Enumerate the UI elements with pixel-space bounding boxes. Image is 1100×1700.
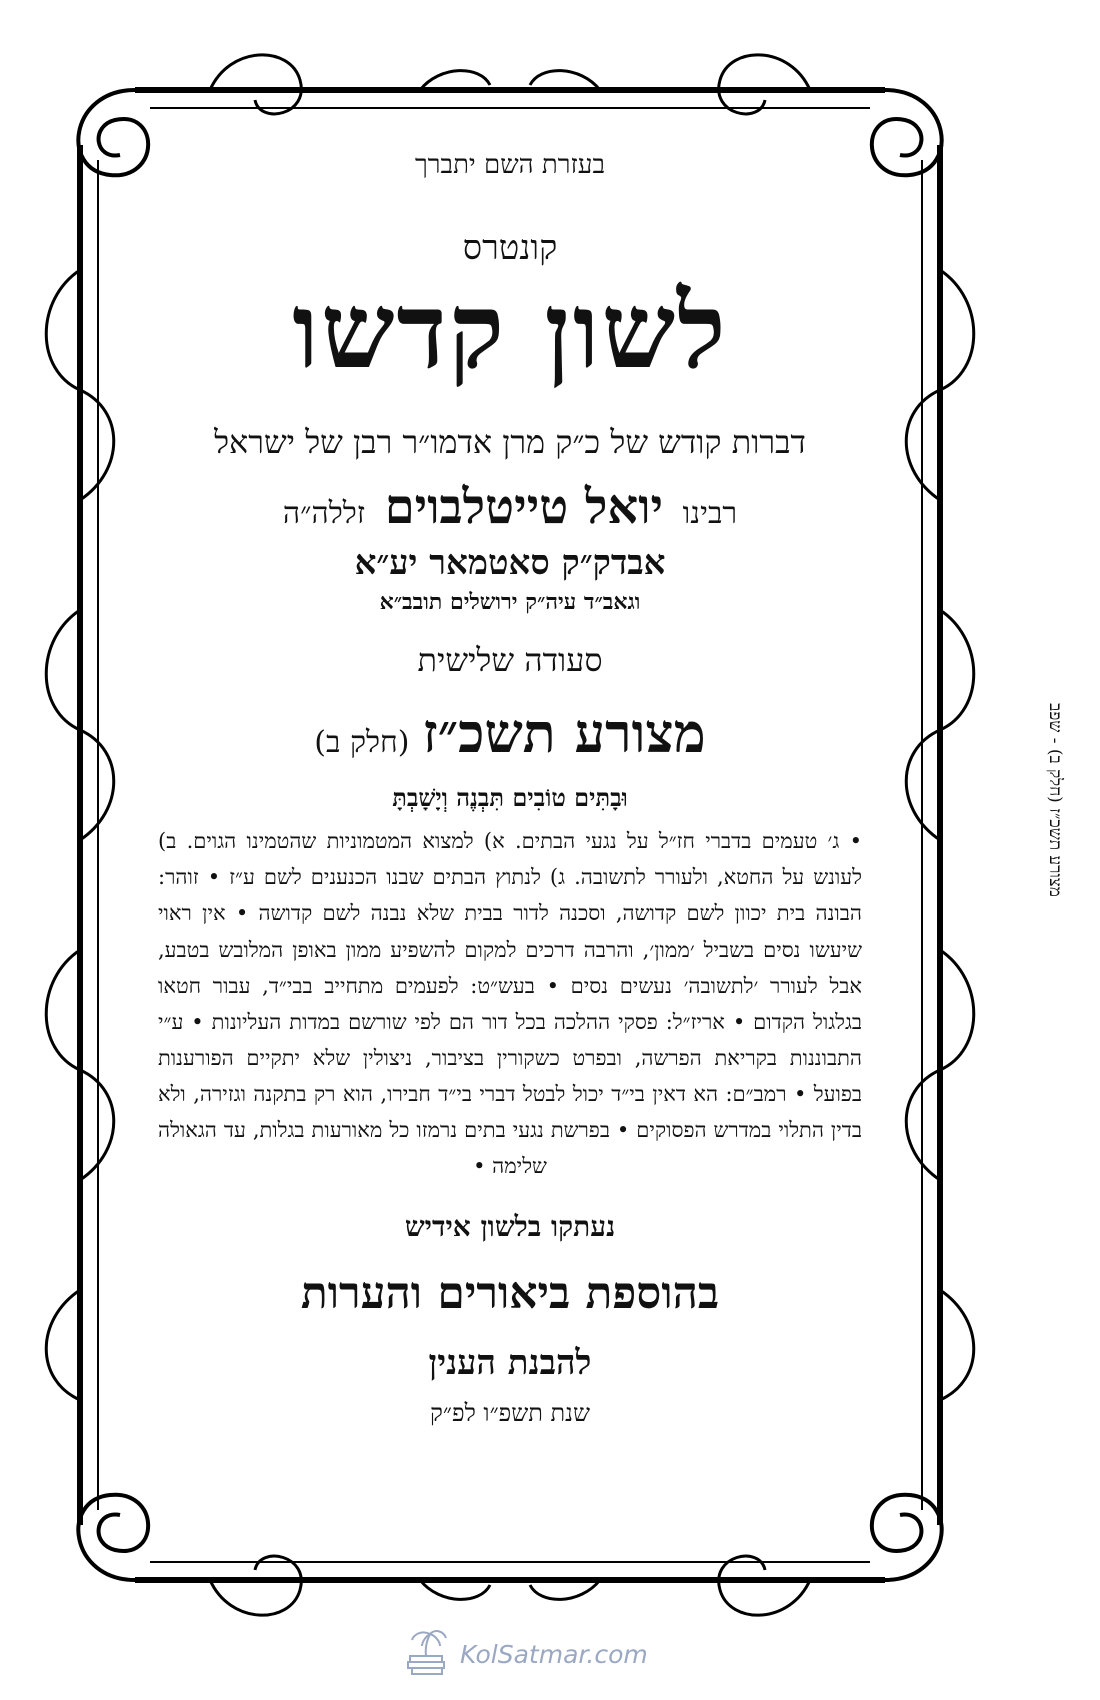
author-name: יואל טייטלבוים [384,479,664,536]
author-row [150,479,870,535]
summary-line: • בפרשת נגעי בתים נרמזו כל מאורעות בגלות, עד הגאולה שלימה • [158,1118,630,1179]
blessing-line: בעזרת השם יתברך [415,150,605,180]
title-page [150,150,870,1428]
summary-line: • ג׳ טעמים בדברי חז״ל על נגעי הבתים. א) למצוא המטמוניות שהטמינו [246,829,862,854]
additions-line: בהוספת ביאורים והערות [300,1268,720,1320]
parsha-title: מצורע תשכ״ז [422,701,706,766]
summary-line: בבית שלא נבנה לשם קדושה • אין ראוי שיעשו נסים בשביל ׳ממון׳, [158,901,862,962]
watermark-text [460,1640,648,1669]
understanding-line: להבנת הענין [428,1343,592,1384]
palm-book-logo-icon [400,1626,452,1682]
summary-line: ניצולין שלא יתקיים הפורענות בפועל • רמב״ם: הא דאין בי״ד יכול לבטל [158,1045,862,1106]
author-jerusalem: וגאב״ד עיה״ק ירושלים תובב״א [379,589,641,616]
kuntres-label: קונטרס [462,228,558,268]
side-page-label: מצורע תשכ״ז (חלק ב) - שפב [1045,703,1065,897]
year-line: שנת תשפ״ו לפ״ק [430,1399,590,1428]
author-suffix: זללה״ה [282,496,366,532]
summary-line: הכנענים לשם ע״ז • זוהר: הבונה בית יכוון לשם קדושה, וסכנה לדור [158,865,862,926]
summary-line: הגוים. ב) לעונש על החטא, ולעורר לתשובה. ג) לנתוץ הבתים שבנו [158,829,862,890]
author-town: אבדק״ק סאטמאר יע״א [354,543,666,584]
author-prefix: רבינו [682,496,738,532]
summary-line: והרבה דרכים למקום להשפיע ממון באופן המלובש בטבע, אבל לעורר [158,937,862,998]
summary-line: העליונות • ע״י התבוננות בקריאת הפרשה, ובפרט כשקורין בציבור, [158,1009,862,1070]
watermark-brand: KolSatmar [460,1639,587,1669]
yiddish-note: נעתקו בלשון אידיש [404,1210,616,1244]
part-label: (חלק ב) [314,725,410,761]
subtitle: דברות קודש של כ״ק מרן אדמו״ר רבן של ישראל [214,423,806,462]
summary-text [158,823,862,1184]
watermark [400,1628,680,1680]
parsha-row [150,701,870,765]
summary-line: דברי בי״ד חבירו, הוא רק בתקנה וגזירה, ולא בדין התלוי במדרש הפסוקים [158,1081,862,1143]
meal-label: סעודה שלישית [417,641,603,680]
watermark-domain: .com [586,1639,648,1669]
book-title: לשון קדשו [292,269,728,392]
summary-line: בגלגול הקדום • אריז״ל: פסקי ההלכה בכל דור הם לפי שורשם במדות [289,1009,863,1034]
verse-line: וּבָתִּים טוֹבִים תִּבְנֶה וְיָשָׁבְתָּ [392,783,628,813]
summary-line: ׳לתשובה׳ נעשים נסים • בעש״ט: לפעמים מתחייב בבי״ד, עבור חטאו [158,973,759,998]
